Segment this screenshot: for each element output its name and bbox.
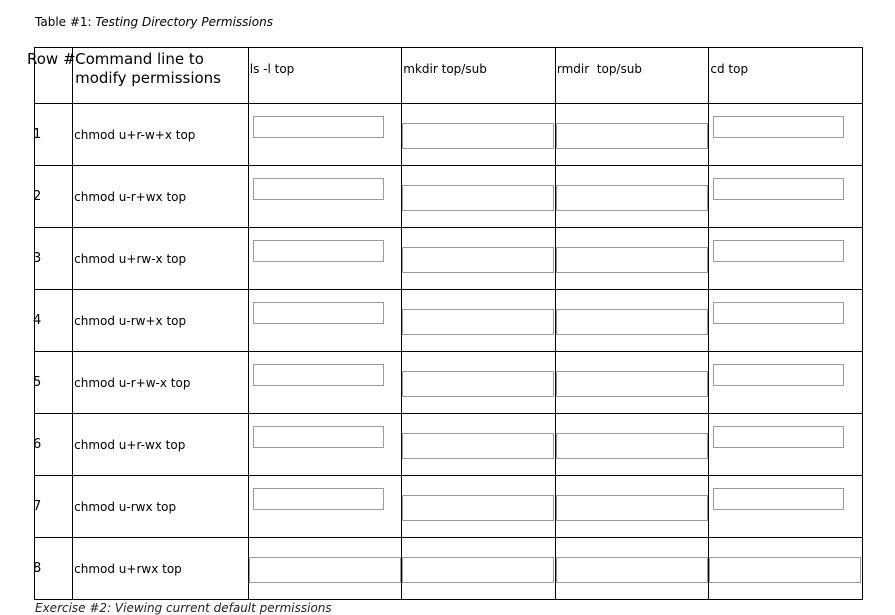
command-text: chmod u-rw+x top	[74, 313, 187, 328]
row-number-cell	[35, 538, 73, 600]
command-text: chmod u+rw-x top	[74, 251, 187, 266]
ls-answer-field[interactable]	[253, 240, 384, 262]
rmdir-answer-field[interactable]	[556, 371, 708, 397]
rmdir-answer-cell	[555, 414, 709, 476]
table-row	[35, 352, 863, 414]
header-command: Command line to modify permissions	[73, 48, 249, 104]
table-row	[35, 538, 863, 600]
command-cell	[73, 476, 249, 538]
mkdir-answer-field[interactable]	[402, 309, 554, 335]
mkdir-answer-cell	[402, 104, 556, 166]
mkdir-answer-cell	[402, 476, 556, 538]
ls-answer-field[interactable]	[249, 557, 401, 583]
rmdir-answer-cell	[555, 538, 709, 600]
mkdir-answer-field[interactable]	[402, 433, 554, 459]
cd-answer-cell	[709, 476, 863, 538]
cd-answer-field[interactable]	[713, 240, 844, 262]
ls-answer-cell	[248, 166, 402, 228]
cd-answer-cell	[709, 414, 863, 476]
row-number: 8	[33, 561, 42, 576]
caption-label: Table #1:	[35, 15, 92, 29]
table-caption	[35, 15, 273, 29]
cd-answer-field[interactable]	[713, 302, 844, 324]
row-number-cell	[35, 166, 73, 228]
cd-answer-field[interactable]	[713, 426, 844, 448]
row-number: 1	[33, 127, 42, 142]
cd-answer-field[interactable]	[713, 178, 844, 200]
row-number-cell	[35, 290, 73, 352]
command-text: chmod u+r-wx top	[74, 437, 186, 452]
ls-answer-field[interactable]	[253, 488, 384, 510]
exercise-heading: Exercise #2: Viewing current default permissions	[35, 601, 332, 615]
rmdir-answer-field[interactable]	[556, 557, 708, 583]
cd-answer-field[interactable]	[713, 488, 844, 510]
ls-answer-field[interactable]	[253, 178, 384, 200]
cd-answer-field[interactable]	[713, 116, 844, 138]
mkdir-answer-cell	[402, 414, 556, 476]
cd-answer-cell	[709, 166, 863, 228]
row-number-cell	[35, 414, 73, 476]
cd-answer-field[interactable]	[713, 364, 844, 386]
rmdir-answer-field[interactable]	[556, 309, 708, 335]
mkdir-answer-field[interactable]	[402, 185, 554, 211]
row-number: 2	[33, 189, 42, 204]
mkdir-answer-cell	[402, 166, 556, 228]
command-cell	[73, 290, 249, 352]
table-row	[35, 290, 863, 352]
rmdir-answer-cell	[555, 166, 709, 228]
cd-answer-cell	[709, 290, 863, 352]
mkdir-answer-cell	[402, 538, 556, 600]
row-number-cell	[35, 476, 73, 538]
mkdir-answer-cell	[402, 352, 556, 414]
command-text: chmod u+rwx top	[74, 561, 182, 576]
header-row	[35, 48, 863, 104]
ls-answer-cell	[248, 538, 402, 600]
row-number-cell	[35, 104, 73, 166]
command-text: chmod u-r+w-x top	[74, 375, 191, 390]
command-cell	[73, 166, 249, 228]
row-number: 3	[33, 251, 42, 266]
row-number: 5	[33, 375, 42, 390]
rmdir-answer-cell	[555, 290, 709, 352]
command-text: chmod u-rwx top	[74, 499, 177, 514]
table-row	[35, 228, 863, 290]
permissions-table	[27, 47, 863, 600]
table-row	[35, 104, 863, 166]
ls-answer-cell	[248, 352, 402, 414]
header-ls: ls -l top	[248, 48, 402, 104]
cd-answer-cell	[709, 228, 863, 290]
rmdir-answer-field[interactable]	[556, 433, 708, 459]
command-cell	[73, 104, 249, 166]
cd-answer-cell	[709, 104, 863, 166]
row-number-cell	[35, 352, 73, 414]
mkdir-answer-cell	[402, 228, 556, 290]
ls-answer-cell	[248, 476, 402, 538]
rmdir-answer-field[interactable]	[556, 123, 708, 149]
header-cd: cd top	[709, 48, 863, 104]
ls-answer-field[interactable]	[253, 116, 384, 138]
mkdir-answer-field[interactable]	[402, 495, 554, 521]
command-text: chmod u-r+wx top	[74, 189, 187, 204]
mkdir-answer-field[interactable]	[402, 123, 554, 149]
row-number-cell	[35, 228, 73, 290]
caption-title: Testing Directory Permissions	[95, 15, 273, 29]
cd-answer-cell	[709, 352, 863, 414]
mkdir-answer-field[interactable]	[402, 371, 554, 397]
mkdir-answer-cell	[402, 290, 556, 352]
ls-answer-cell	[248, 228, 402, 290]
ls-answer-field[interactable]	[253, 426, 384, 448]
ls-answer-cell	[248, 104, 402, 166]
rmdir-answer-cell	[555, 228, 709, 290]
rmdir-answer-cell	[555, 104, 709, 166]
ls-answer-field[interactable]	[253, 364, 384, 386]
header-mkdir: mkdir top/sub	[402, 48, 556, 104]
cd-answer-field[interactable]	[709, 557, 861, 583]
table-row	[35, 476, 863, 538]
cd-answer-cell	[709, 538, 863, 600]
ls-answer-cell	[248, 290, 402, 352]
mkdir-answer-field[interactable]	[402, 557, 554, 583]
permissions-table-container	[27, 47, 863, 601]
mkdir-answer-field[interactable]	[402, 247, 554, 273]
header-row-number: Row #	[35, 48, 73, 104]
ls-answer-cell	[248, 414, 402, 476]
table-row	[35, 414, 863, 476]
row-number: 4	[33, 313, 42, 328]
ls-answer-field[interactable]	[253, 302, 384, 324]
rmdir-answer-field[interactable]	[556, 495, 708, 521]
command-cell	[73, 538, 249, 600]
table-row	[35, 166, 863, 228]
rmdir-answer-cell	[555, 352, 709, 414]
row-number: 6	[33, 437, 42, 452]
command-cell	[73, 352, 249, 414]
header-rmdir: rmdir top/sub	[555, 48, 709, 104]
command-cell	[73, 414, 249, 476]
rmdir-answer-cell	[555, 476, 709, 538]
rmdir-answer-field[interactable]	[556, 247, 708, 273]
row-number: 7	[33, 499, 42, 514]
command-cell	[73, 228, 249, 290]
command-text: chmod u+r-w+x top	[74, 127, 196, 142]
rmdir-answer-field[interactable]	[556, 185, 708, 211]
